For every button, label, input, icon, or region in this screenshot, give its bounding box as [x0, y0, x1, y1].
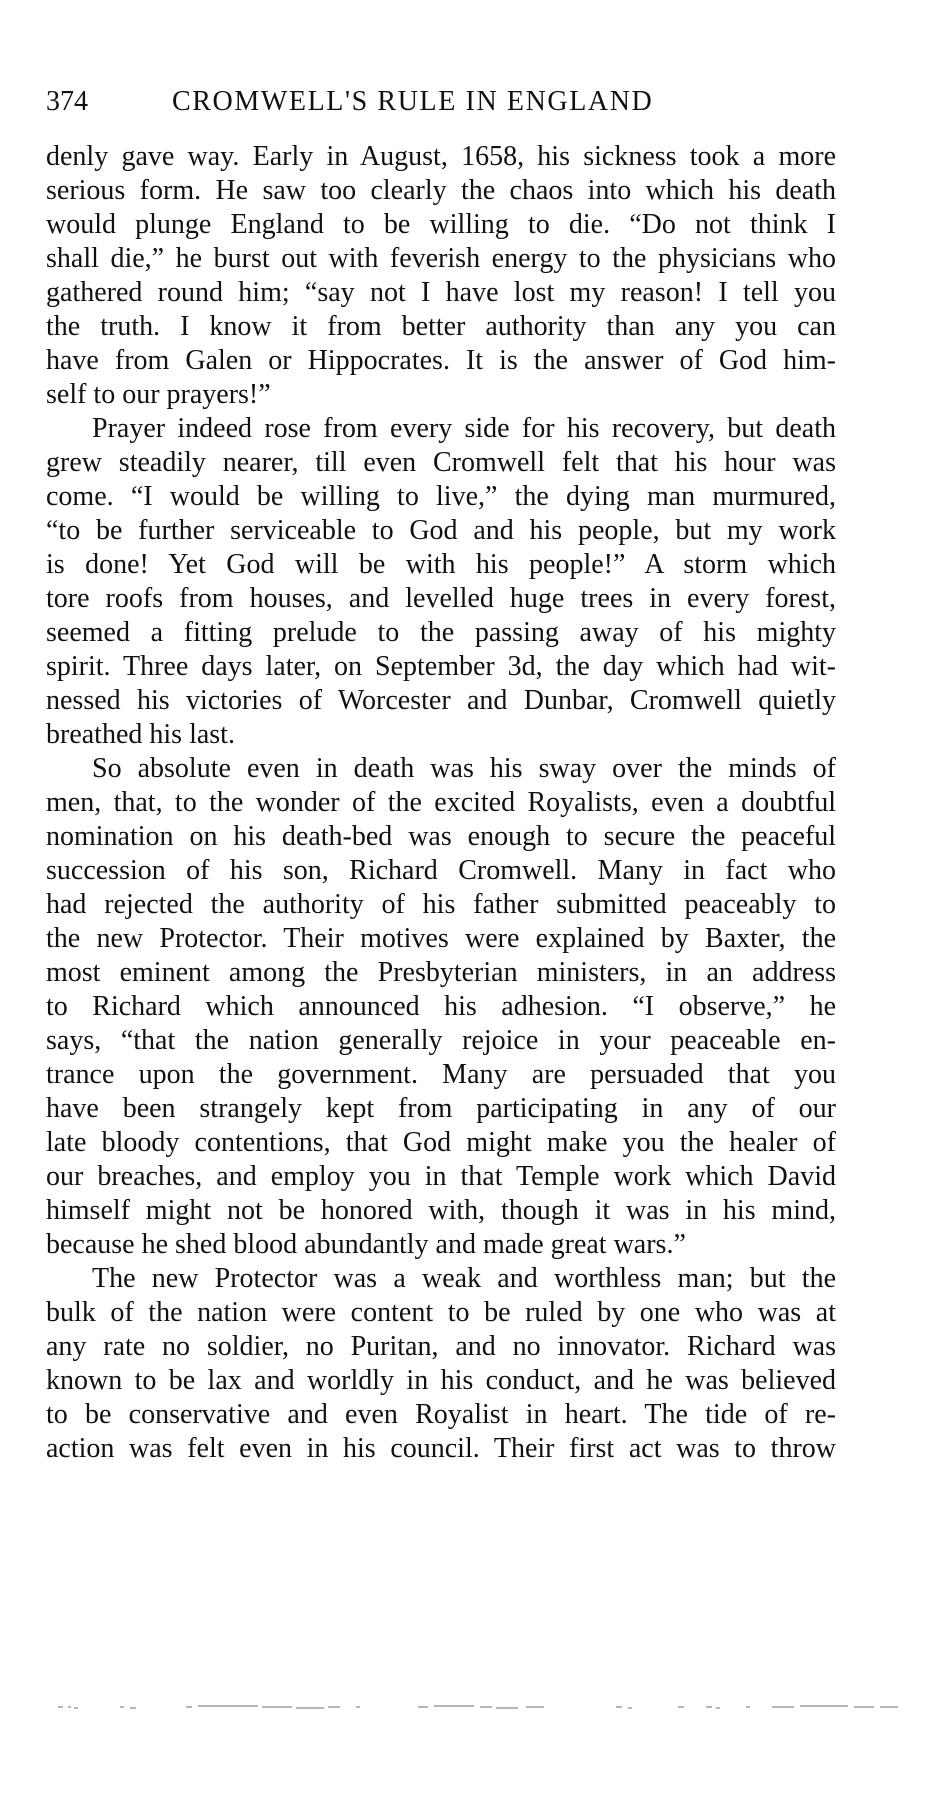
text-line: trance upon the government. Many are persuaded that you [46, 1059, 836, 1090]
text-line: to be conservative and even Royalist in heart. The tide of re- [46, 1399, 836, 1430]
text-line: had rejected the authority of his father submitted peaceably to [46, 889, 836, 920]
text-line: says, “that the nation generally rejoice in your peaceable en- [46, 1025, 836, 1056]
text-line: is done! Yet God will be with his people!” A storm which [46, 549, 836, 580]
text-line: breathed his last. [46, 719, 235, 750]
text-line: denly gave way. Early in August, 1658, his sickness took a more [46, 141, 836, 172]
text-line: “to be further serviceable to God and his people, but my work [46, 515, 836, 546]
text-line: nomination on his death-bed was enough to secure the peaceful [46, 821, 836, 852]
text-line: bulk of the nation were content to be ruled by one who was at [46, 1297, 836, 1328]
text-line: to Richard which announced his adhesion. “I observe,” he [46, 991, 836, 1022]
text-line: would plunge England to be willing to die. “Do not think I [46, 209, 836, 240]
text-line: spirit. Three days later, on September 3d, the day which had wit- [46, 651, 836, 682]
text-line: nessed his victories of Worcester and Dunbar, Cromwell quietly [46, 685, 836, 716]
text-line: tore roofs from houses, and levelled huge trees in every forest, [46, 583, 836, 614]
text-line: shall die,” he burst out with feverish energy to the physicians who [46, 243, 836, 274]
text-line: The new Protector was a weak and worthless man; but the [92, 1263, 836, 1294]
text-line: come. “I would be willing to live,” the dying man murmured, [46, 481, 836, 512]
text-line: have been strangely kept from participating in any of our [46, 1093, 836, 1124]
text-line: the new Protector. Their motives were explained by Baxter, the [46, 923, 836, 954]
text-line: grew steadily nearer, till even Cromwell felt that his hour was [46, 447, 836, 478]
running-title: CROMWELL'S RULE IN ENGLAND [172, 86, 654, 117]
text-line: serious form. He saw too clearly the chaos into which his death [46, 175, 836, 206]
text-line: late bloody contentions, that God might make you the healer of [46, 1127, 836, 1158]
text-line: men, that, to the wonder of the excited Royalists, even a doubtful [46, 787, 836, 818]
text-line: action was felt even in his council. Their first act was to throw [46, 1433, 836, 1464]
text-line: seemed a fitting prelude to the passing away of his mighty [46, 617, 836, 648]
text-line: because he shed blood abundantly and made great wars.” [46, 1229, 686, 1260]
running-head [46, 82, 836, 122]
text-line: So absolute even in death was his sway over the minds of [92, 753, 836, 784]
text-line: have from Galen or Hippocrates. It is the answer of God him- [46, 345, 836, 376]
text-line: our breaches, and employ you in that Temple work which David [46, 1161, 836, 1192]
text-line: most eminent among the Presbyterian ministers, in an address [46, 957, 836, 988]
text-line: Prayer indeed rose from every side for his recovery, but death [92, 413, 836, 444]
text-line: gathered round him; “say not I have lost my reason! I tell you [46, 277, 836, 308]
body-text [46, 140, 836, 1466]
text-line: self to our prayers!” [46, 379, 271, 410]
text-line: himself might not be honored with, though it was in his mind, [46, 1195, 836, 1226]
text-line: the truth. I know it from better authority than any you can [46, 311, 836, 342]
scan-artifact-strip [56, 1700, 906, 1714]
page-number: 374 [46, 86, 88, 117]
text-line: any rate no soldier, no Puritan, and no innovator. Richard was [46, 1331, 836, 1362]
text-line: known to be lax and worldly in his conduct, and he was believed [46, 1365, 836, 1396]
text-line: succession of his son, Richard Cromwell. Many in fact who [46, 855, 836, 886]
